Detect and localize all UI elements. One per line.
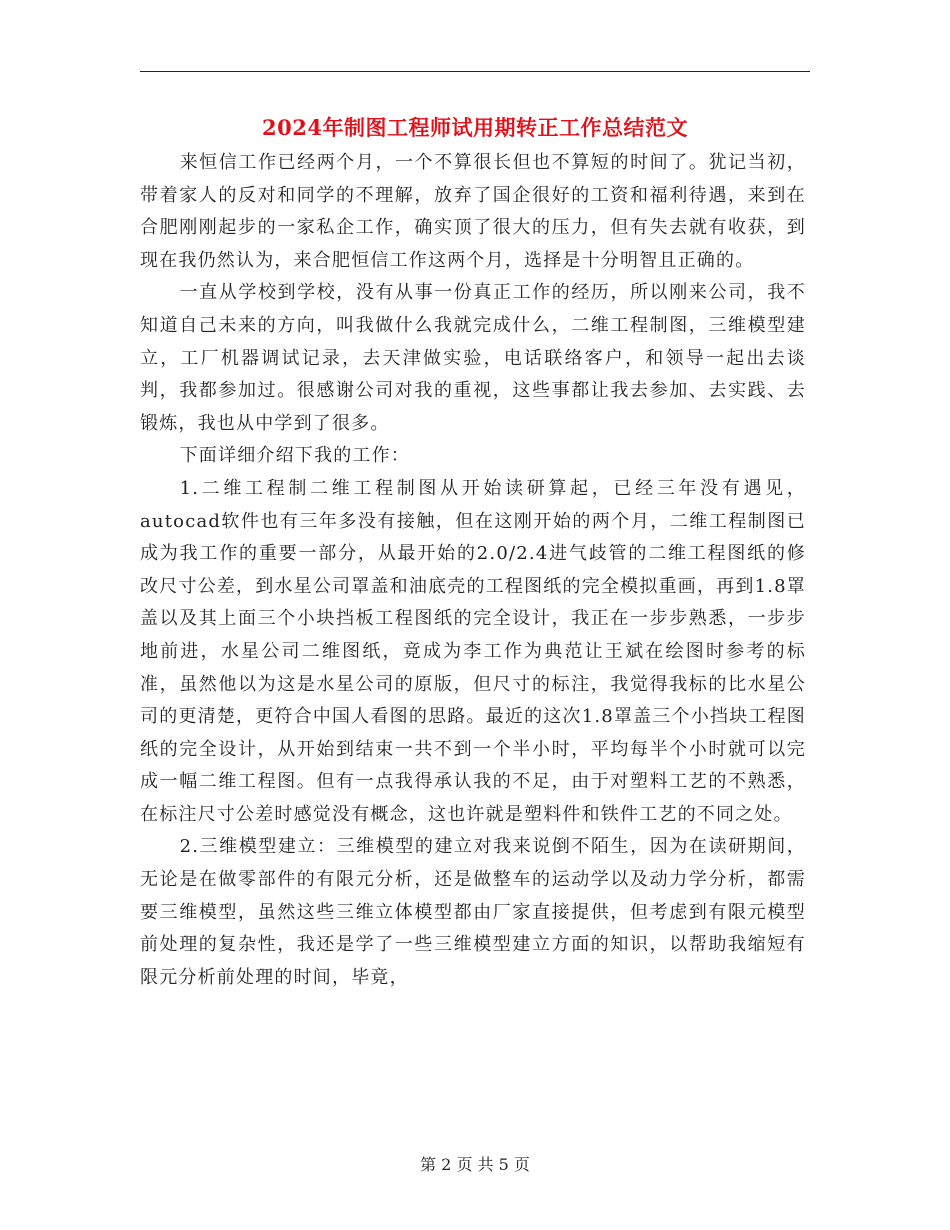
document-body bbox=[140, 147, 806, 994]
body-paragraph: 2.三维模型建立：三维模型的建立对我来说倒不陌生，因为在读研期间，无论是在做零部件的有限元分析，还是做整车的运动学以及动力学分析，都需要三维模型，虽然这些三维立体模型都由厂家直接提供，但考虑到有限元模型前处理的复杂性，我还是学了一些三维模型建立方面的知识，以帮助我缩短有限元分析前处理的时间，毕竟， bbox=[140, 836, 806, 988]
page-footer bbox=[0, 1154, 950, 1176]
body-paragraph: 下面详细介绍下我的工作： bbox=[179, 445, 410, 467]
current-page-number: 2 bbox=[441, 1155, 452, 1174]
footer-middle: 页 共 bbox=[456, 1155, 494, 1174]
body-paragraph: 一直从学校到学校，没有从事一份真正工作的经历，所以刚来公司，我不知道自己未来的方向，叫我做什么我就完成什么，二维工程制图，三维模型建立，工厂机器调试记录，去天津做实验，电话联络客户，和领导一起出去谈判，我都参加过。很感谢公司对我的重视，这些事都让我去参加、去实践、去锻炼，我也从中学到了很多。 bbox=[140, 282, 806, 434]
header-rule bbox=[140, 71, 810, 72]
footer-suffix: 页 bbox=[513, 1155, 530, 1174]
body-paragraph: 1.二维工程制二维工程制图从开始读研算起，已经三年没有遇见，autocad软件也有三年多没有接触，但在这刚开始的两个月，二维工程制图已成为我工作的重要一部分，从最开始的2.0/2.4进气歧管的二维工程图纸的修改尺寸公差，到水星公司罩盖和油底壳的工程图纸的完全模拟重画，再到1.8罩盖以及其上面三个小块挡板工程图纸的完全设计，我正在一步步熟悉，一步步地前进，水星公司二维图纸，竟成为李工作为典范让王斌在绘图时参考的标准，虽然他以为这是水星公司的原版，但尺寸的标注，我觉得我标的比水星公司的更清楚，更符合中国人看图的思路。最近的这次1.8罩盖三个小挡块工程图纸的完全设计，从开始到结束一共不到一个半小时，平均每半个小时就可以完成一幅二维工程图。但有一点我得承认我的不足，由于对塑料工艺的不熟悉，在标注尺寸公差时感觉没有概念，这也许就是塑料件和铁件工艺的不同之处。 bbox=[140, 477, 806, 825]
footer-prefix: 第 bbox=[420, 1155, 437, 1174]
total-pages-number: 5 bbox=[498, 1155, 509, 1174]
document-title: 2024年制图工程师试用期转正工作总结范文 bbox=[262, 115, 688, 140]
body-paragraph: 来恒信工作已经两个月，一个不算很长但也不算短的时间了。犹记当初，带着家人的反对和同学的不理解，放弃了国企很好的工资和福利待遇，来到在合肥刚刚起步的一家私企工作，确实顶了很大的压力，但有失去就有收获，到现在我仍然认为，来合肥恒信工作这两个月，选择是十分明智且正确的。 bbox=[140, 152, 806, 271]
